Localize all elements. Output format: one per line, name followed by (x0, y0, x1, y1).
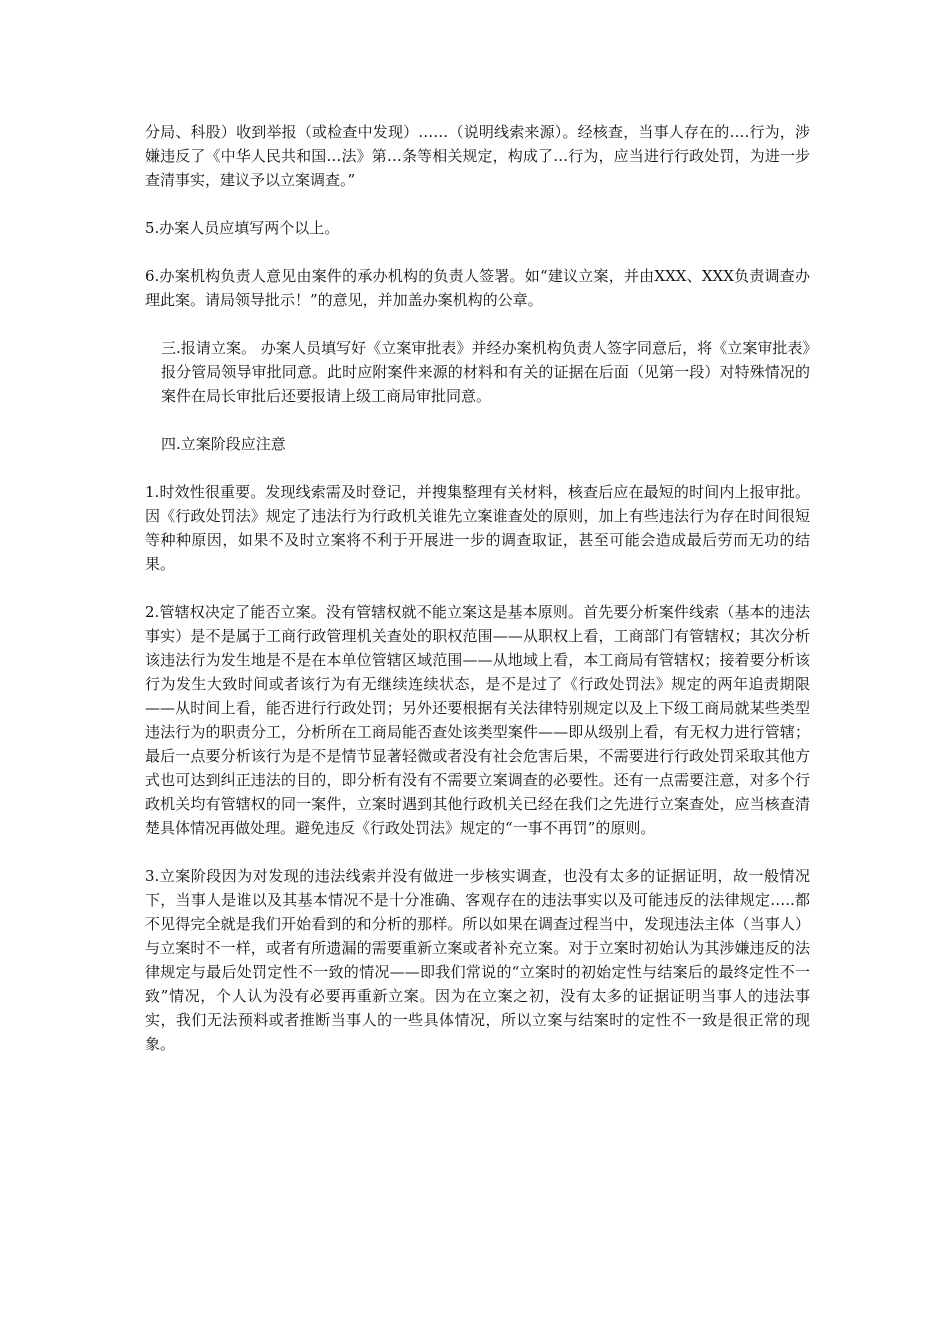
section-three-report-filing: 三.报请立案。 办案人员填写好《立案审批表》并经办案机构负责人签字同意后，将《立案审批表》报分管局领导审批同意。此时应附案件来源的材料和有关的证据在后面（见第一段）对特殊情况的案件在局长审批后还要报请上级工商局审批同意。 (161, 339, 810, 405)
paragraph-item-6: 6.办案机构负责人意见由案件的承办机构的负责人签署。如“建议立案，并由XXX、XXX负责调查办理此案。请局领导批示！”的意见，并加盖办案机构的公章。 (145, 267, 810, 309)
paragraph-point-2: 2.管辖权决定了能否立案。没有管辖权就不能立案这是基本原则。首先要分析案件线索（基本的违法事实）是不是属于工商行政管理机关查处的职权范围——从职权上看，工商部门有管辖权；其次分析该违法行为发生地是不是在本单位管辖区域范围——从地域上看，本工商局有管辖权；接着要分析该行为发生大致时间或者该行为有无继续连续状态，是不是过了《行政处罚法》规定的两年追责期限——从时间上看，能否进行行政处罚；另外还要根据有关法律特别规定以及上下级工商局就某些类型违法行为的职责分工，分析所在工商局能否查处该类型案件——即从级别上看，有无权力进行管辖；最后一点要分析该行为是不是情节显著轻微或者没有社会危害后果，不需要进行行政处罚采取其他方式也可达到纠正违法的目的，即分析有没有不需要立案调查的必要性。还有一点需要注意，对多个行政机关均有管辖权的同一案件，立案时遇到其他行政机关已经在我们之先进行立案查处，应当核查清楚具体情况再做处理。避免违反《行政处罚法》规定的“一事不再罚”的原则。 (145, 603, 810, 837)
paragraph-item-5: 5.办案人员应填写两个以上。 (145, 219, 340, 237)
paragraph-point-3: 3.立案阶段因为对发现的违法线索并没有做进一步核实调查，也没有太多的证据证明，故一般情况下，当事人是谁以及其基本情况不是十分准确、客观存在的违法事实以及可能违反的法律规定…..都不见得完全就是我们开始看到的和分析的那样。所以如果在调查过程当中，发现违法主体（当事人）与立案时不一样，或者有所遗漏的需要重新立案或者补充立案。对于立案时初始认为其涉嫌违反的法律规定与最后处罚定性不一致的情况——即我们常说的“立案时的初始定性与结案后的最终定性不一致”情况，个人认为没有必要再重新立案。因为在立案之初，没有太多的证据证明当事人的违法事实，我们无法预料或者推断当事人的一些具体情况，所以立案与结案时的定性不一致是很正常的现象。 (145, 867, 810, 1053)
document-body (145, 120, 810, 1080)
paragraph-point-1: 1.时效性很重要。发现线索需及时登记，并搜集整理有关材料，核查后应在最短的时间内上报审批。因《行政处罚法》规定了违法行为行政机关谁先立案谁查处的原则，加上有些违法行为存在时间很短等种种原因，如果不及时立案将不利于开展进一步的调查取证，甚至可能会造成最后劳而无功的结果。 (145, 483, 810, 573)
section-four-heading: 四.立案阶段应注意 (161, 435, 286, 453)
paragraph-continuation: 分局、科股）收到举报（或检查中发现）……（说明线索来源）。经核查，当事人存在的….行为，涉嫌违反了《中华人民共和国…法》第…条等相关规定，构成了…行为，应当进行行政处罚，为进一步查清事实，建议予以立案调查。” (145, 123, 810, 189)
